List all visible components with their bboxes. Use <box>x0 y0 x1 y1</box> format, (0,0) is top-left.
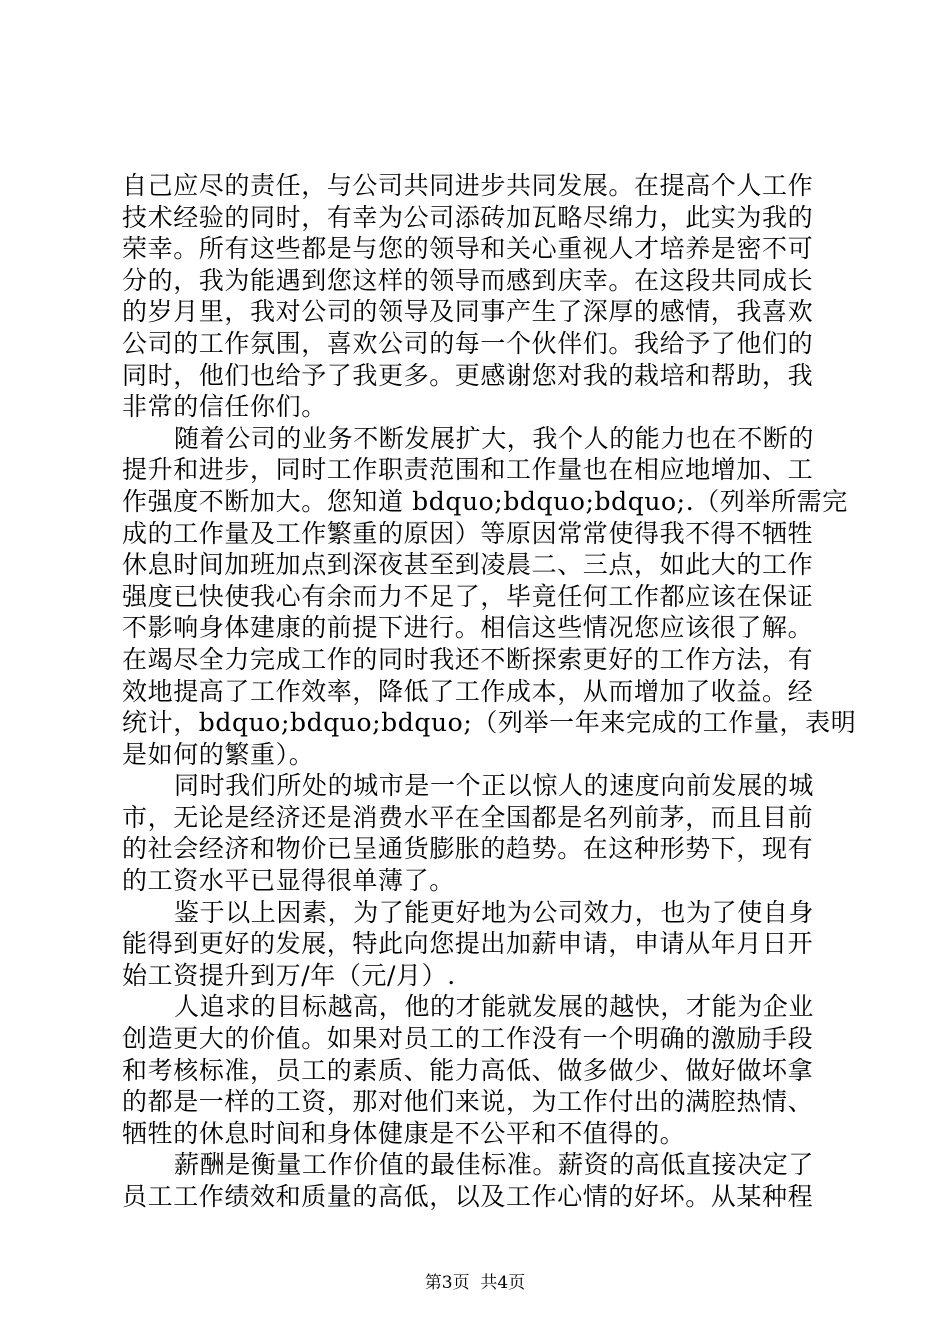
text-line: 的都是一样的工资，那对他们来说，为工作付出的满腔热情、 <box>122 1087 814 1117</box>
text-line: 的工资水平已显得很单薄了。 <box>122 866 455 896</box>
text-line: 强度已快使我心有余而力不足了，毕竟任何工作都应该在保证 <box>122 581 814 611</box>
text-line: 分的，我为能遇到您这样的领导而感到庆幸。在这段共同成长 <box>122 265 814 295</box>
text-line: 提升和进步，同时工作职责范围和工作量也在相应地增加、工 <box>122 455 814 485</box>
paragraph <box>122 1149 832 1212</box>
text-line: 作强度不断加大。您知道 bdquo;bdquo;bdquo;.（列举所需完 <box>122 486 848 516</box>
text-line: 员工工作绩效和质量的高低，以及工作心情的好坏。从某种程 <box>122 1182 814 1211</box>
document-body <box>122 170 857 1213</box>
paragraph <box>122 423 857 771</box>
paragraph <box>122 170 832 423</box>
text-line: 公司的工作氛围，喜欢公司的每一个伙伴们。我给予了他们的 <box>122 328 814 358</box>
text-line: 随着公司的业务不断发展扩大，我个人的能力也在不断的 <box>174 423 815 453</box>
text-line: 牺牲的休息时间和身体健康是不公平和不值得的。 <box>122 1118 686 1148</box>
text-line: 休息时间加班加点到深夜甚至到凌晨二、三点，如此大的工作 <box>122 550 814 580</box>
text-line: 薪酬是衡量工作价值的最佳标准。薪资的高低直接决定了 <box>174 1150 815 1180</box>
text-line: 市，无论是经济还是消费水平在全国都是名列前茅，而且目前 <box>122 802 814 832</box>
text-line: 和考核标准，员工的素质、能力高低、做多做少、做好做坏拿 <box>122 1055 814 1085</box>
text-line: 人追求的目标越高，他的才能就发展的越快，才能为企业 <box>174 992 815 1022</box>
text-line: 鉴于以上因素，为了能更好地为公司效力，也为了使自身 <box>174 897 815 927</box>
text-line: 成的工作量及工作繁重的原因）等原因常常使得我不得不牺牲 <box>122 518 814 548</box>
text-line: 能得到更好的发展，特此向您提出加薪申请，申请从年月日开 <box>122 929 814 959</box>
paragraph <box>122 991 832 1149</box>
text-line: 自己应尽的责任，与公司共同进步共同发展。在提高个人工作 <box>122 171 814 200</box>
paragraph <box>122 770 832 896</box>
text-line: 创造更大的价值。如果对员工的工作没有一个明确的激励手段 <box>122 1024 814 1054</box>
text-line: 效地提高了工作效率，降低了工作成本，从而增加了收益。经 <box>122 676 814 706</box>
page-footer <box>0 1272 950 1294</box>
text-line: 荣幸。所有这些都是与您的领导和关心重视人才培养是密不可 <box>122 234 814 264</box>
text-line: 始工资提升到万/年（元/月）. <box>122 960 456 990</box>
text-line: 的社会经济和物价已呈通货膨胀的趋势。在这种形势下，现有 <box>122 834 814 864</box>
text-line: 不影响身体建康的前提下进行。相信这些情况您应该很了解。 <box>122 613 814 643</box>
text-line: 是如何的繁重）。 <box>122 739 315 769</box>
paragraph <box>122 897 832 992</box>
text-line: 统计，bdquo;bdquo;bdquo;（列举一年来完成的工作量，表明 <box>122 708 857 738</box>
text-line: 技术经验的同时，有幸为公司添砖加瓦略尽绵力，此实为我的 <box>122 202 814 232</box>
page-number-label: 第3页 共4页 <box>424 1273 526 1293</box>
text-line: 非常的信任你们。 <box>122 392 327 422</box>
text-line: 的岁月里，我对公司的领导及同事产生了深厚的感情，我喜欢 <box>122 297 814 327</box>
text-line: 在竭尽全力完成工作的同时我还不断探索更好的工作方法，有 <box>122 644 814 674</box>
text-line: 同时我们所处的城市是一个正以惊人的速度向前发展的城 <box>174 771 815 801</box>
text-line: 同时，他们也给予了我更多。更感谢您对我的栽培和帮助，我 <box>122 360 814 390</box>
